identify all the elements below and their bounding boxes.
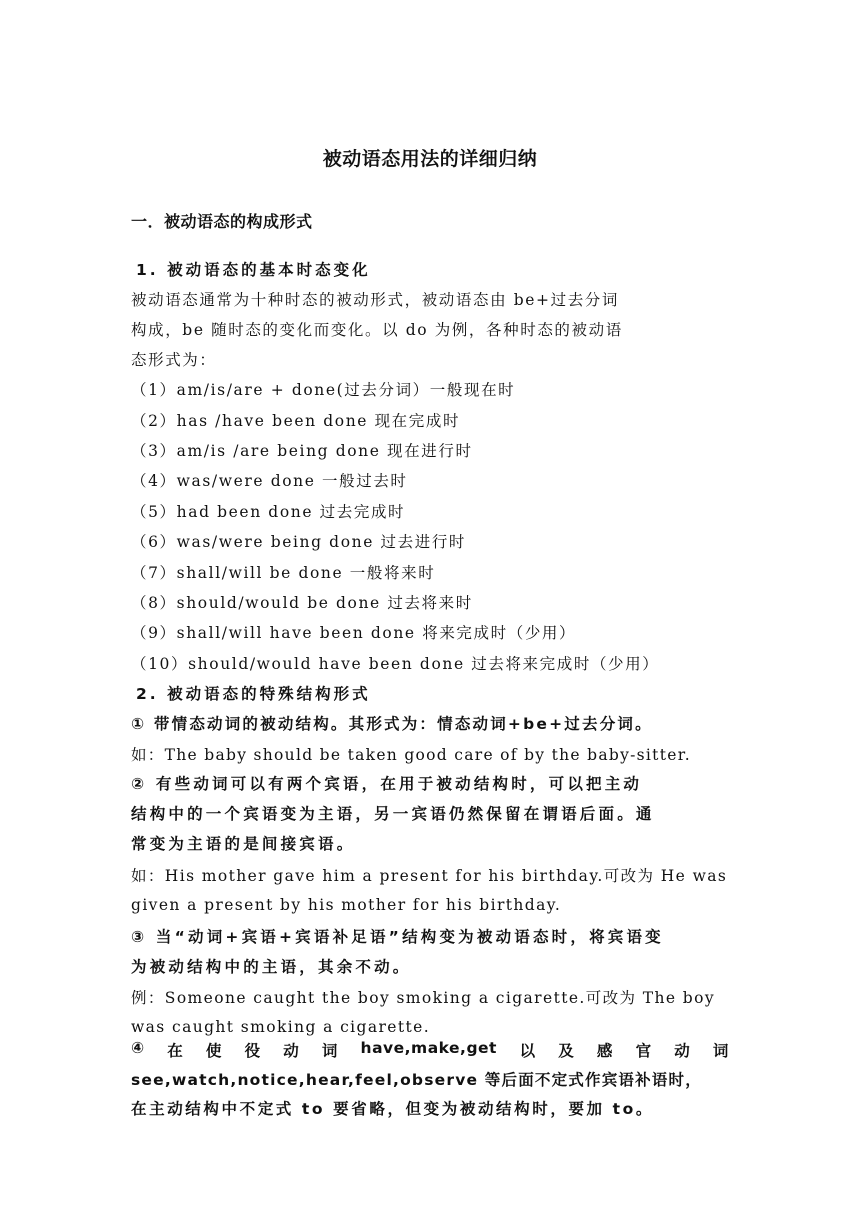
tense-item: （1）am/is/are + done(过去分词）一般现在时 — [131, 381, 516, 399]
tense-item: （3）am/is /are being done 现在进行时 — [131, 442, 473, 460]
example-3: 例：Someone caught the boy smoking a cigarette.可改为 The boy — [131, 989, 715, 1007]
rule-4: see,watch,notice,hear,feel,observe 等后面不定式作宾语补语时， — [131, 1071, 702, 1089]
rule-4-word: 使 — [205, 1042, 222, 1060]
rule-4: 在主动结构中不定式 to 要省略，但变为被动结构时，要加 to。 — [131, 1100, 655, 1118]
rule-4-word: 动 — [283, 1042, 300, 1060]
tense-item: （4）was/were done 一般过去时 — [131, 472, 408, 490]
intro-line: 态形式为： — [131, 351, 217, 369]
example-2: 如：His mother gave him a present for his birthday.可改为 He was — [131, 867, 728, 885]
rule-4-word: 在 — [167, 1042, 184, 1060]
example-3: was caught smoking a cigarette. — [131, 1018, 431, 1036]
rule-4-word: 以 — [519, 1042, 536, 1060]
rule-4-word: 官 — [635, 1042, 652, 1060]
rule-4-line-1 — [131, 1039, 729, 1061]
tense-item: （8）should/would be done 过去将来时 — [131, 594, 473, 612]
document-title: 被动语态用法的详细归纳 — [322, 148, 538, 170]
subsection-heading-2: 2. 被动语态的特殊结构形式 — [136, 685, 371, 703]
tense-item: （6）was/were being done 过去进行时 — [131, 533, 467, 551]
rule-4-word: 感 — [596, 1042, 613, 1060]
intro-line: 构成，be 随时态的变化而变化。以 do 为例，各种时态的被动语 — [131, 321, 623, 339]
rule-3: 为被动结构中的主语，其余不动。 — [131, 958, 412, 976]
rule-2: ② 有些动词可以有两个宾语，在用于被动结构时，可以把主动 — [131, 775, 643, 793]
subsection-heading-1: 1. 被动语态的基本时态变化 — [136, 261, 371, 279]
rule-4-word: 及 — [558, 1042, 575, 1060]
tense-item: （2）has /have been done 现在完成时 — [131, 412, 461, 430]
example-1: 如：The baby should be taken good care of by the baby-sitter. — [131, 746, 691, 764]
rule-4-word: 役 — [244, 1042, 261, 1060]
rule-4-word: 动 — [674, 1042, 691, 1060]
tense-item: （10）should/would have been done 过去将来完成时（少用） — [131, 655, 660, 673]
rule-1: ① 带情态动词的被动结构。其形式为：情态动词+be+过去分词。 — [131, 715, 653, 733]
rule-4-word: 词 — [712, 1042, 729, 1060]
intro-line: 被动语态通常为十种时态的被动形式，被动语态由 be+过去分词 — [131, 291, 620, 309]
rule-4-word: have,make,get — [360, 1039, 497, 1057]
example-2: given a present by his mother for his birthday. — [131, 896, 562, 914]
rule-3: ③ 当“动词+宾语+宾语补足语”结构变为被动语态时，将宾语变 — [131, 928, 664, 946]
rule-2: 常变为主语的是间接宾语。 — [131, 835, 356, 853]
rule-2: 结构中的一个宾语变为主语，另一宾语仍然保留在谓语后面。通 — [131, 805, 655, 823]
tense-item: （9）shall/will have been done 将来完成时（少用） — [131, 624, 577, 642]
tense-item: （7）shall/will be done 一般将来时 — [131, 564, 436, 582]
tense-item: （5）had been done 过去完成时 — [131, 503, 406, 521]
section-heading: 一．被动语态的构成形式 — [131, 212, 313, 231]
rule-4-word: ④ — [131, 1039, 145, 1057]
rule-4-word: 词 — [321, 1042, 338, 1060]
